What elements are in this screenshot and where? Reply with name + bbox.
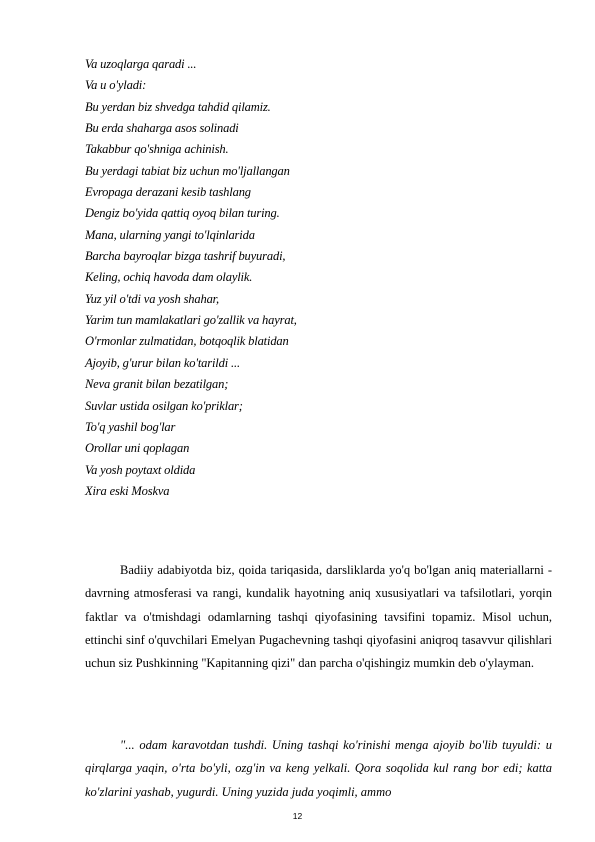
poem-line: Bu erda shaharga asos solinadi [85, 121, 239, 136]
poem-line: Va yosh poytaxt oldida [85, 462, 196, 477]
poem-line: Bu yerdan biz shvedga tahdid qilamiz. [85, 99, 271, 114]
poem-line: Orollar uni qoplagan [85, 441, 190, 456]
poem-line: Dengiz bo'yida qattiq oyoq bilan turing. [85, 206, 280, 221]
poem-line: Va uzoqlarga qaradi ... [85, 57, 197, 71]
poem-line: Evropaga derazani kesib tashlang [85, 185, 251, 200]
poem-line: Yuz yil o'tdi va yosh shahar, [85, 291, 219, 306]
poem-line: Xira eski Moskva [85, 483, 170, 498]
poem-line: Suvlar ustida osilgan ko'priklar; [85, 398, 243, 413]
poem-line: Takabbur qo'shniga achinish. [85, 142, 229, 157]
poem-excerpt [85, 54, 555, 502]
poem-line: Barcha bayroqlar bizga tashrif buyuradi, [85, 249, 286, 264]
page-number: 12 [292, 811, 303, 821]
poem-line: Yarim tun mamlakatlari go'zallik va hayrat, [85, 313, 297, 328]
poem-line: Neva granit bilan bezatilgan; [85, 377, 229, 392]
poem-line: Va u o'yladi: [85, 78, 147, 93]
poem-line: O'rmonlar zulmatidan, botqoqlik blatidan [85, 334, 289, 349]
poem-line: Mana, ularning yangi to'lqinlarida [85, 227, 255, 242]
quoted-paragraph: "... odam karavotdan tushdi. Uning tashqi ko'rinishi menga ajoyib bo'lib tuyuldi: u qirqlarga yaqin, o'rta bo'yli, ozg'in va keng yelkali. Qora soqolida kul rang bor edi; katta ko'zlarini yashab, yugurdi. Uning yuzida juda yoqimli, ammo [85, 738, 552, 799]
poem-line: Bu yerdagi tabiat biz uchun mo'ljallangan [85, 163, 290, 178]
poem-line: To'q yashil bog'lar [85, 419, 176, 434]
poem-line: Keling, ochiq havoda dam olaylik. [85, 270, 253, 285]
poem-line: Ajoyib, g'urur bilan ko'tarildi ... [85, 355, 240, 370]
body-paragraph: Badiiy adabiyotda biz, qoida tariqasida, darsliklarda yo'q bo'lgan aniq materiallarni - davrning atmosferasi va rangi, kundalik hayotning aniq xususiyatlari va tafsilotlari, yorqin faktlar va o'tmishdagi odamlarning tashqi qiyofasining tavsifini topamiz. Misol uchun, ettinchi sinf o'quvchilari Emelyan Pugachevning tashqi qiyofasini aniqroq tasavvur qilishlari uchun siz Pushkinning "Kapitanning qizi" dan parcha o'qishingiz mumkin deb o'ylayman. [85, 563, 552, 671]
